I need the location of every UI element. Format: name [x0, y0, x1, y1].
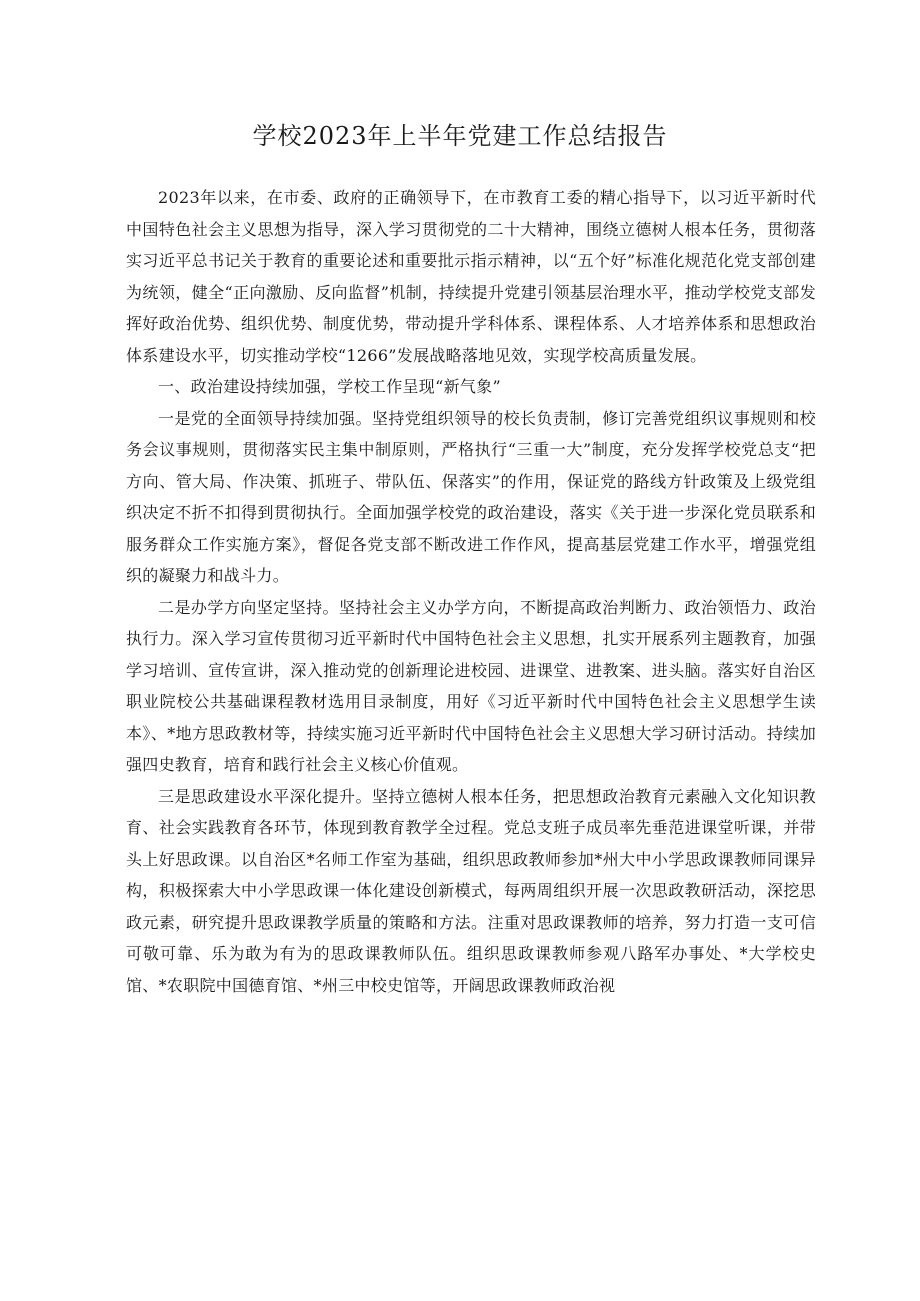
- body-paragraph: 二是办学方向坚定坚持。坚持社会主义办学方向，不断提高政治判断力、政治领悟力、政治执行力。深入学习宣传贯彻习近平新时代中国特色社会主义思想，扎实开展系列主题教育，加强学习培训、宣传宣讲，深入推动党的创新理论进校园、进课堂、进教案、进头脑。落实好自治区职业院校公共基础课程教材选用目录制度，用好《习近平新时代中国特色社会主义思想学生读本》、*地方思政教材等，持续实施习近平新时代中国特色社会主义思想大学习研讨活动。持续加强四史教育，培育和践行社会主义核心价值观。: [126, 597, 816, 774]
- body-paragraph: 三是思政建设水平深化提升。坚持立德树人根本任务，把思想政治教育元素融入文化知识教育、社会实践教育各环节，体现到教育教学全过程。党总支班子成员率先垂范进课堂听课，并带头上好思政课。以自治区*名师工作室为基础，组织思政教师参加*州大中小学思政课教师同课异构，积极探索大中小学思政课一体化建设创新模式，每两周组织开展一次思政教研活动，深挖思政元素，研究提升思政课教学质量的策略和方法。注重对思政课教师的培养，努力打造一支可信可敬可靠、乐为敢为有为的思政课教师队伍。组织思政课教师参观八路军办事处、*大学校史馆、*农职院中国德育馆、*州三中校史馆等，开阔思政课教师政治视: [126, 786, 816, 995]
- document-body: [126, 182, 816, 1001]
- intro-paragraph: 2023年以来，在市委、政府的正确领导下，在市教育工委的精心指导下，以习近平新时代中国特色社会主义思想为指导，深入学习贯彻党的二十大精神，围绕立德树人根本任务，贯彻落实习近平总书记关于教育的重要论述和重要批示指示精神，以“五个好”标准化规范化党支部创建为统领，健全“正向激励、反向监督”机制，持续提升党建引领基层治理水平，推动学校党支部发挥好政治优势、组织优势、制度优势，带动提升学科体系、课程体系、人才培养体系和思想政治体系建设水平，切实推动学校“1266”发展战略落地见效，实现学校高质量发展。: [126, 188, 816, 365]
- document-title: 学校2023年上半年党建工作总结报告: [252, 122, 668, 150]
- body-paragraph: 一是党的全面领导持续加强。坚持党组织领导的校长负责制，修订完善党组织议事规则和校务会议事规则，贯彻落实民主集中制原则，严格执行“三重一大”制度，充分发挥学校党总支“把方向、管大局、作决策、抓班子、带队伍、保落实”的作用，保证党的路线方针政策及上级党组织决定不折不扣得到贯彻执行。全面加强学校党的政治建设，落实《关于进一步深化党员联系和服务群众工作实施方案》，督促各党支部不断改进工作作风，提高基层党建工作水平，增强党组织的凝聚力和战斗力。: [126, 408, 816, 585]
- section-heading: 一、政治建设持续加强，学校工作呈现“新气象”: [158, 377, 501, 396]
